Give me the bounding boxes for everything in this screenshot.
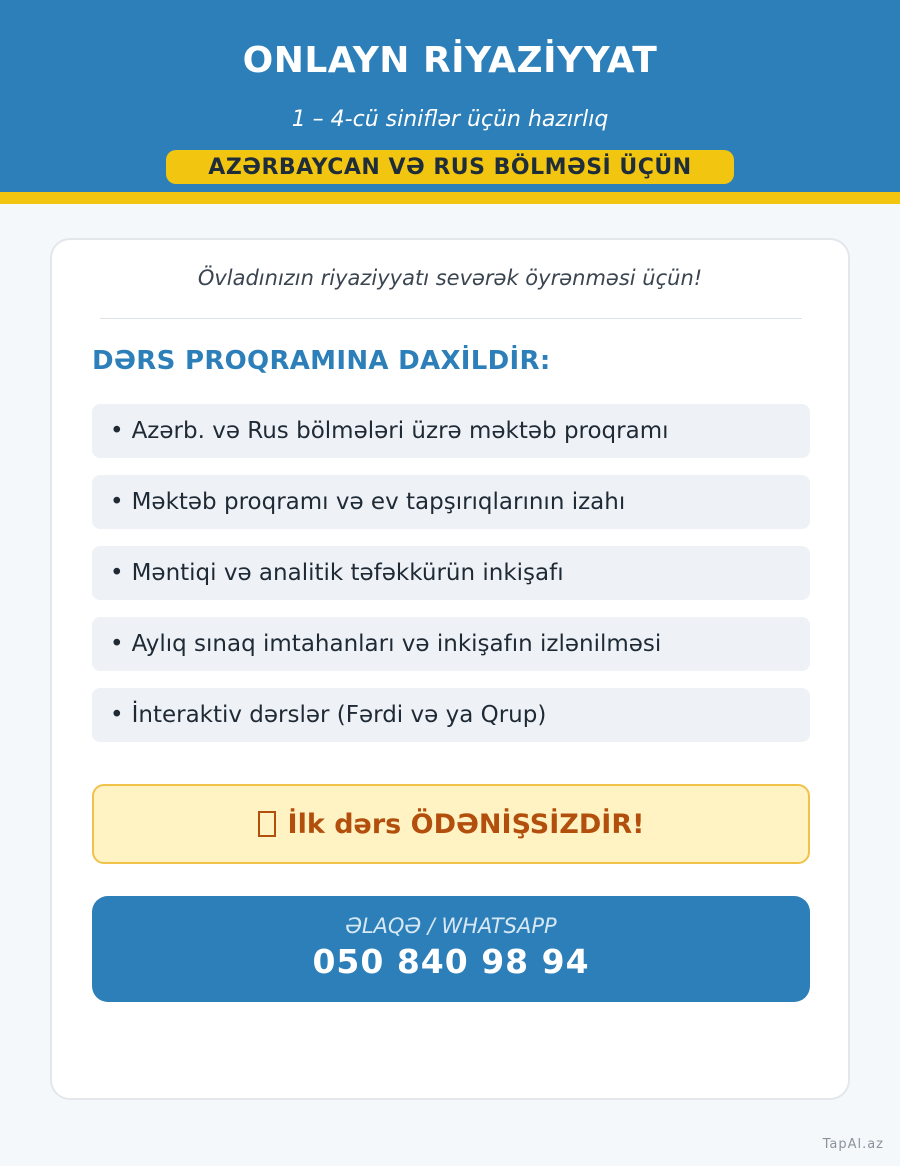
- list-item-label: Aylıq sınaq imtahanları və inkişafın izlənilməsi: [131, 631, 662, 657]
- bullet-icon: •: [110, 489, 124, 515]
- header-banner: [0, 0, 900, 192]
- free-lesson-banner: [92, 784, 810, 864]
- section-badge: AZƏRBAYCAN VƏ RUS BÖLMƏSİ ÜÇÜN: [166, 150, 734, 184]
- list-item: [92, 404, 810, 458]
- bullet-icon: •: [110, 418, 124, 444]
- list-item-label: Məktəb proqramı və ev tapşırıqlarının izahı: [131, 489, 626, 515]
- bullet-icon: •: [110, 631, 124, 657]
- tagline: Övladınızın riyaziyyatı sevərək öyrənməsi üçün!: [197, 266, 703, 290]
- contact-phone: 050 840 98 94: [312, 942, 590, 981]
- list-item-label: Azərb. və Rus bölmələri üzrə məktəb proqramı: [131, 418, 669, 444]
- page-subtitle: 1 – 4-cü siniflər üçün hazırlıq: [291, 107, 609, 132]
- watermark: TapAl.az: [822, 1137, 884, 1152]
- program-section-title: DƏRS PROQRAMINA DAXİLDİR:: [92, 346, 551, 376]
- promo-text: İlk dərs ÖDƏNİŞSİZDİR!: [287, 808, 645, 840]
- list-item: [92, 475, 810, 529]
- list-item: [92, 688, 810, 742]
- missing-glyph-icon: [258, 811, 276, 837]
- contact-label: ƏLAQƏ / WHATSAPP: [345, 914, 557, 938]
- program-list: [92, 404, 810, 759]
- contact-button[interactable]: [92, 896, 810, 1002]
- info-card: [50, 238, 850, 1100]
- divider: [100, 318, 802, 319]
- list-item-label: Məntiqi və analitik təfəkkürün inkişafı: [131, 560, 564, 586]
- bullet-icon: •: [110, 702, 124, 728]
- bullet-icon: •: [110, 560, 124, 586]
- header-stripe: [0, 192, 900, 204]
- list-item: [92, 617, 810, 671]
- list-item: [92, 546, 810, 600]
- page-title: ONLAYN RİYAZİYYAT: [242, 40, 658, 81]
- list-item-label: İnteraktiv dərslər (Fərdi və ya Qrup): [131, 702, 547, 728]
